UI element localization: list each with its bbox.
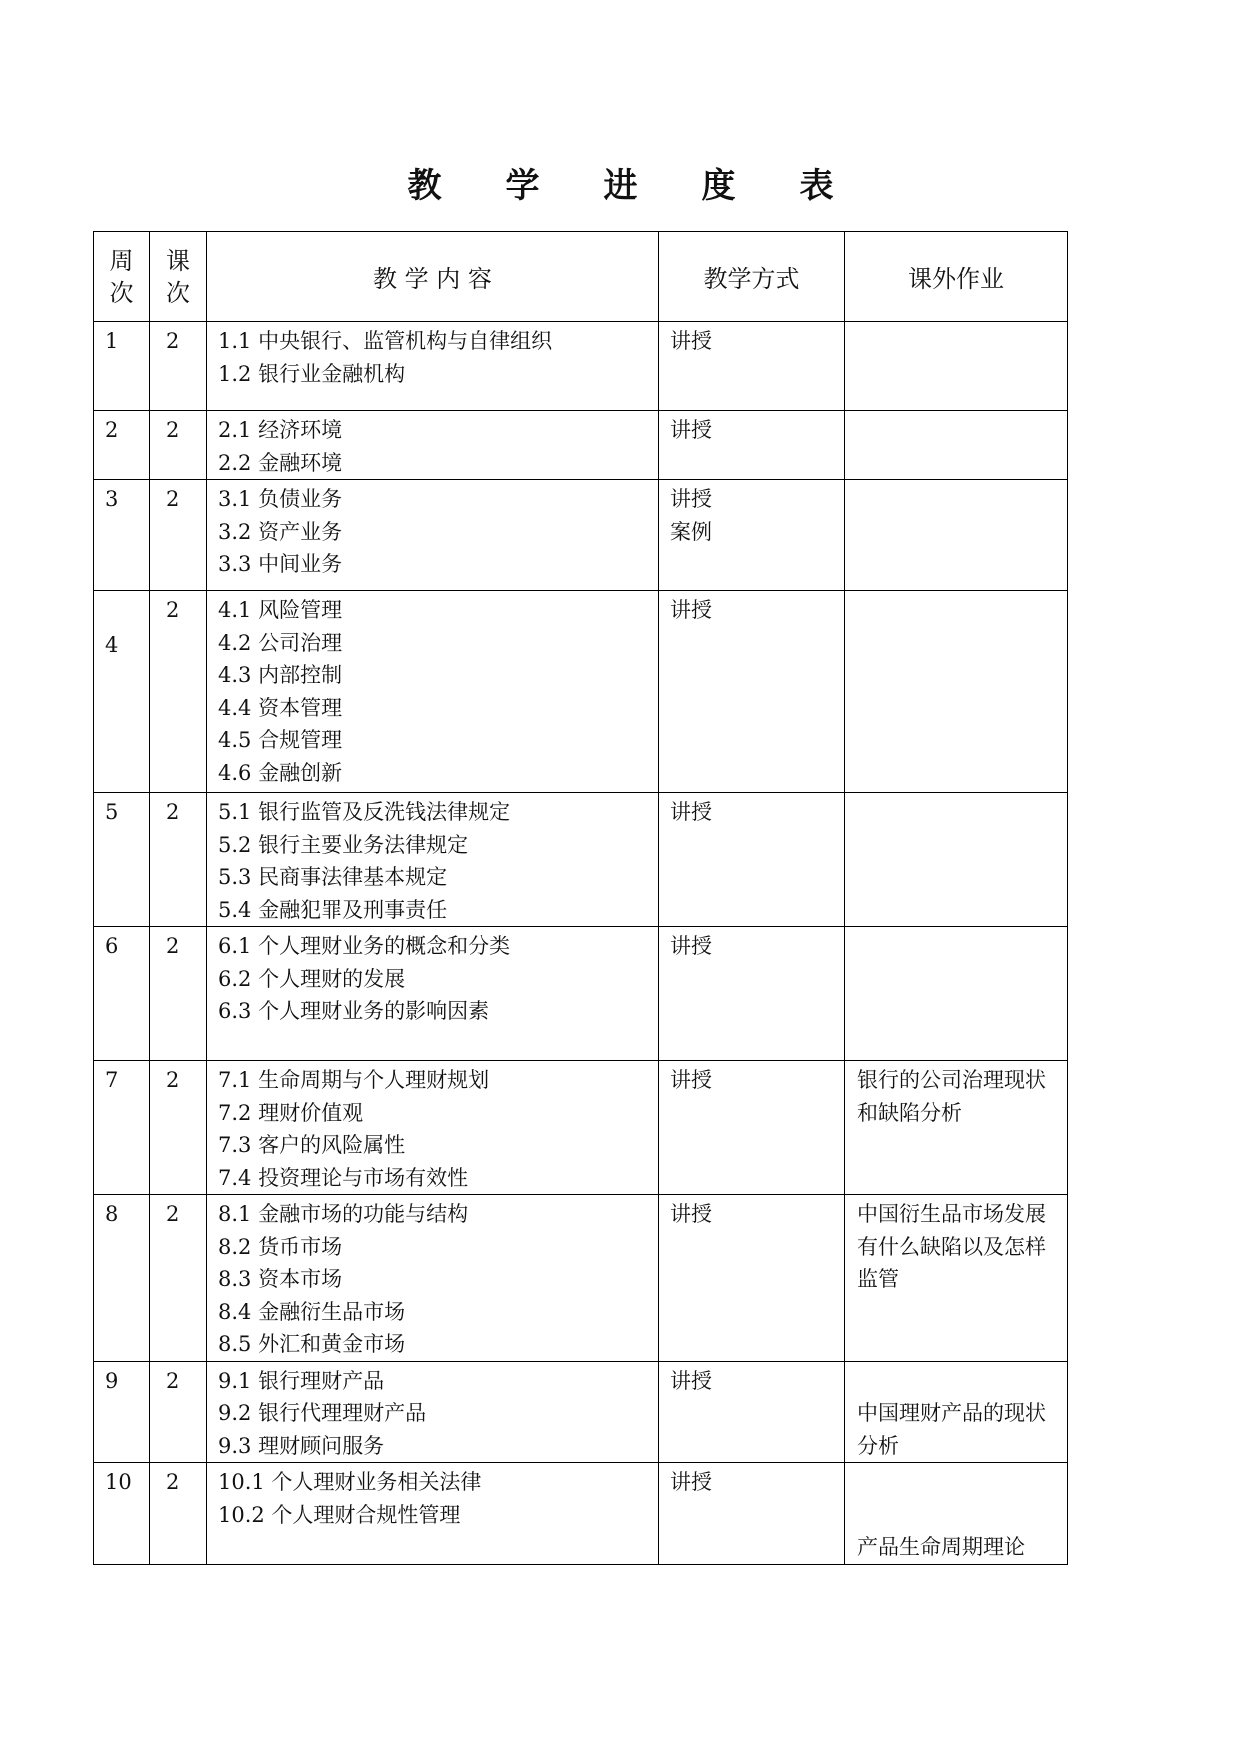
homework-cell bbox=[845, 793, 1068, 927]
method-line: 讲授 bbox=[670, 1068, 712, 1092]
homework-cell bbox=[845, 1361, 1068, 1463]
header-method: 教学方式 bbox=[659, 232, 845, 322]
classes-cell bbox=[150, 322, 207, 411]
content-line: 9.3 理财顾问服务 bbox=[218, 1433, 385, 1458]
content-cell bbox=[207, 322, 659, 411]
method-cell bbox=[659, 927, 845, 1061]
homework-cell bbox=[845, 1463, 1068, 1565]
content-line: 8.2 货币市场 bbox=[218, 1234, 343, 1259]
homework-cell bbox=[845, 411, 1068, 480]
classes-cell bbox=[150, 1463, 207, 1565]
method-cell bbox=[659, 322, 845, 411]
week-cell bbox=[94, 1195, 150, 1362]
method-line: 案例 bbox=[670, 519, 712, 544]
week-cell bbox=[94, 793, 150, 927]
method-line: 讲授 bbox=[670, 1368, 712, 1393]
homework-line: 银行的公司治理现状 bbox=[857, 1068, 1046, 1092]
homework-cell bbox=[845, 591, 1068, 793]
classes-cell bbox=[150, 1361, 207, 1463]
content-line: 6.1 个人理财业务的概念和分类 bbox=[218, 934, 511, 958]
content-line: 9.2 银行代理理财产品 bbox=[218, 1401, 427, 1425]
classes-cell bbox=[150, 927, 207, 1061]
content-line: 2.2 金融环境 bbox=[218, 450, 343, 475]
content-line: 7.4 投资理论与市场有效性 bbox=[218, 1165, 469, 1190]
content-line: 10.2 个人理财合规性管理 bbox=[218, 1502, 461, 1527]
content-line: 4.5 合规管理 bbox=[218, 728, 343, 752]
table-row bbox=[94, 411, 1068, 480]
content-line: 7.1 生命周期与个人理财规划 bbox=[218, 1068, 490, 1092]
content-cell bbox=[207, 1061, 659, 1195]
table-row bbox=[94, 927, 1068, 1061]
method-cell bbox=[659, 591, 845, 793]
classes-count: 2 bbox=[166, 1202, 180, 1226]
homework-line: 分析 bbox=[857, 1433, 899, 1458]
week-number: 1 bbox=[105, 329, 119, 353]
content-line: 4.1 风险管理 bbox=[218, 598, 343, 622]
classes-count: 2 bbox=[166, 1368, 180, 1393]
homework-line bbox=[857, 1499, 1061, 1532]
table-row bbox=[94, 1061, 1068, 1195]
homework-cell bbox=[845, 1195, 1068, 1362]
content-line: 4.2 公司治理 bbox=[218, 630, 343, 655]
content-line: 5.1 银行监管及反洗钱法律规定 bbox=[218, 800, 511, 824]
week-number: 6 bbox=[105, 934, 119, 958]
content-line: 1.2 银行业金融机构 bbox=[218, 361, 406, 386]
content-line: 1.1 中央银行、监管机构与自律组织 bbox=[218, 329, 553, 353]
homework-line: 中国衍生品市场发展 bbox=[857, 1202, 1046, 1226]
table-row bbox=[94, 322, 1068, 411]
classes-count: 2 bbox=[166, 1068, 180, 1092]
week-cell bbox=[94, 480, 150, 591]
homework-cell bbox=[845, 1061, 1068, 1195]
classes-count: 2 bbox=[166, 800, 180, 824]
homework-line: 监管 bbox=[857, 1267, 899, 1291]
content-line: 9.1 银行理财产品 bbox=[218, 1368, 385, 1393]
method-line: 讲授 bbox=[670, 934, 712, 958]
week-cell bbox=[94, 591, 150, 793]
table-row bbox=[94, 1361, 1068, 1463]
week-number: 10 bbox=[105, 1470, 132, 1494]
week-number: 7 bbox=[105, 1068, 119, 1092]
content-line: 5.2 银行主要业务法律规定 bbox=[218, 832, 469, 857]
method-line: 讲授 bbox=[670, 598, 712, 622]
method-line: 讲授 bbox=[670, 1202, 712, 1226]
week-number: 4 bbox=[105, 633, 119, 657]
table-row bbox=[94, 1195, 1068, 1362]
content-line: 4.6 金融创新 bbox=[218, 760, 343, 785]
header-homework: 课外作业 bbox=[845, 232, 1068, 322]
classes-count: 2 bbox=[166, 1470, 180, 1494]
page-title: 教 学 进 度 表 bbox=[407, 166, 866, 206]
content-line: 8.4 金融衍生品市场 bbox=[218, 1299, 406, 1324]
classes-cell bbox=[150, 1061, 207, 1195]
table-row bbox=[94, 591, 1068, 793]
table-row bbox=[94, 1463, 1068, 1565]
method-line: 讲授 bbox=[670, 418, 712, 442]
content-line: 6.3 个人理财业务的影响因素 bbox=[218, 999, 490, 1023]
content-line: 10.1 个人理财业务相关法律 bbox=[218, 1470, 482, 1494]
classes-count: 2 bbox=[166, 598, 180, 622]
classes-count: 2 bbox=[166, 418, 180, 442]
homework-line bbox=[857, 1365, 1061, 1398]
content-cell bbox=[207, 411, 659, 480]
content-line: 4.4 资本管理 bbox=[218, 695, 343, 720]
classes-cell bbox=[150, 591, 207, 793]
week-cell bbox=[94, 927, 150, 1061]
week-cell bbox=[94, 322, 150, 411]
content-line: 3.1 负债业务 bbox=[218, 487, 343, 511]
method-line: 讲授 bbox=[670, 487, 712, 511]
method-cell bbox=[659, 793, 845, 927]
content-line: 2.1 经济环境 bbox=[218, 418, 343, 442]
homework-line bbox=[857, 1466, 1061, 1499]
header-content: 教 学 内 容 bbox=[207, 232, 659, 322]
week-number: 8 bbox=[105, 1202, 119, 1226]
content-cell bbox=[207, 1361, 659, 1463]
content-line: 5.3 民商事法律基本规定 bbox=[218, 865, 448, 889]
week-cell bbox=[94, 411, 150, 480]
content-line: 7.3 客户的风险属性 bbox=[218, 1133, 406, 1157]
content-line: 7.2 理财价值观 bbox=[218, 1100, 364, 1125]
homework-line: 有什么缺陷以及怎样 bbox=[857, 1234, 1046, 1259]
method-cell bbox=[659, 1463, 845, 1565]
classes-count: 2 bbox=[166, 487, 180, 511]
header-classes: 课 次 bbox=[150, 232, 207, 322]
content-line: 4.3 内部控制 bbox=[218, 663, 343, 687]
content-cell bbox=[207, 1195, 659, 1362]
week-number: 5 bbox=[105, 800, 119, 824]
homework-line: 产品生命周期理论 bbox=[857, 1535, 1025, 1559]
method-line: 讲授 bbox=[670, 800, 712, 824]
method-cell bbox=[659, 480, 845, 591]
classes-cell bbox=[150, 793, 207, 927]
header-row bbox=[94, 232, 1068, 322]
content-line: 8.3 资本市场 bbox=[218, 1267, 343, 1291]
content-line: 5.4 金融犯罪及刑事责任 bbox=[218, 897, 448, 922]
classes-cell bbox=[150, 1195, 207, 1362]
schedule-table bbox=[93, 231, 1068, 1565]
content-cell bbox=[207, 591, 659, 793]
method-cell bbox=[659, 1361, 845, 1463]
method-cell bbox=[659, 411, 845, 480]
homework-cell bbox=[845, 322, 1068, 411]
homework-line: 中国理财产品的现状 bbox=[857, 1401, 1046, 1425]
content-line: 8.1 金融市场的功能与结构 bbox=[218, 1202, 469, 1226]
content-line: 3.2 资产业务 bbox=[218, 519, 343, 544]
classes-count: 2 bbox=[166, 329, 180, 353]
content-cell bbox=[207, 927, 659, 1061]
homework-cell bbox=[845, 480, 1068, 591]
classes-cell bbox=[150, 411, 207, 480]
week-cell bbox=[94, 1361, 150, 1463]
week-number: 9 bbox=[105, 1368, 119, 1393]
content-line: 8.5 外汇和黄金市场 bbox=[218, 1332, 406, 1356]
method-cell bbox=[659, 1061, 845, 1195]
content-line: 3.3 中间业务 bbox=[218, 552, 343, 576]
classes-cell bbox=[150, 480, 207, 591]
homework-cell bbox=[845, 927, 1068, 1061]
homework-line: 和缺陷分析 bbox=[857, 1100, 962, 1125]
week-number: 3 bbox=[105, 487, 119, 511]
method-line: 讲授 bbox=[670, 329, 712, 353]
header-week: 周 次 bbox=[94, 232, 150, 322]
classes-count: 2 bbox=[166, 934, 180, 958]
week-number: 2 bbox=[105, 418, 119, 442]
content-cell bbox=[207, 480, 659, 591]
method-cell bbox=[659, 1195, 845, 1362]
table-row bbox=[94, 480, 1068, 591]
table-row bbox=[94, 793, 1068, 927]
method-line: 讲授 bbox=[670, 1470, 712, 1494]
content-cell bbox=[207, 1463, 659, 1565]
content-line: 6.2 个人理财的发展 bbox=[218, 966, 406, 991]
content-cell bbox=[207, 793, 659, 927]
week-cell bbox=[94, 1463, 150, 1565]
week-cell bbox=[94, 1061, 150, 1195]
